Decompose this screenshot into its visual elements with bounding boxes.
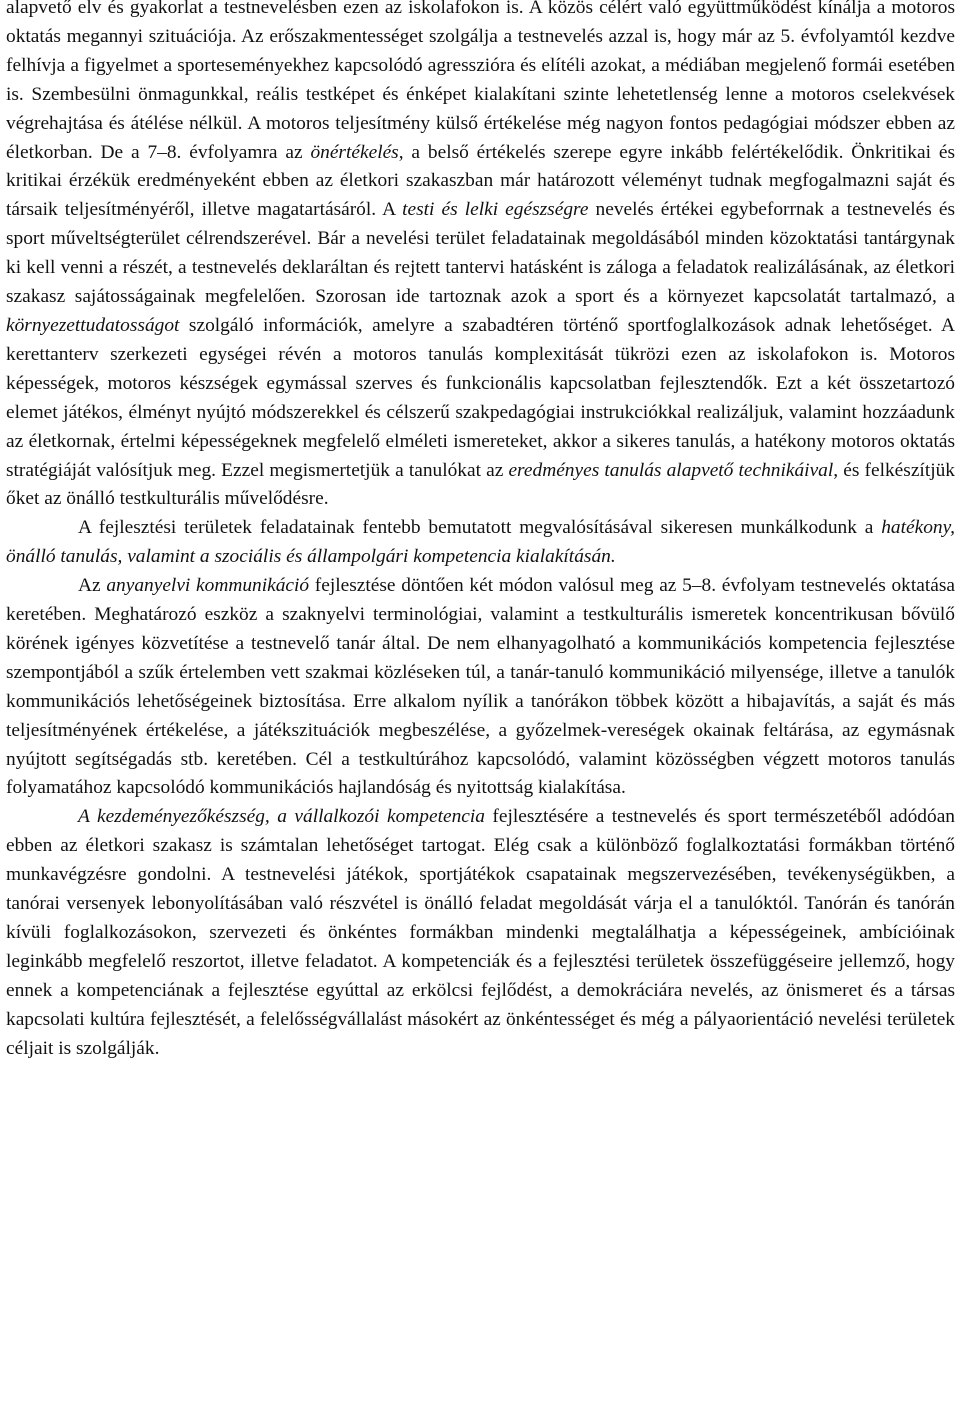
text-run: A fejlesztési területek feladatainak fentebb bemutatott megvalósításával sikeresen munkálkodunk a — [78, 517, 882, 539]
text-run: fejlesztésére a testnevelés és sport természetéből adódóan ebben az életkori szakasz is számtalan lehetőséget tartogat. Elég csak a különböző foglalkoztatási formákban történő munkavégzésre gondolni. A testnevelési játékok, sportjátékok csapatainak megszervezésében, tevékenységükben, a tanórai versenyek lebonyolításában való részvétel is önálló feladat megoldását várja el a tanulóktól. Tanórán és tanórán kívüli foglalkozásokon, szervezeti és önkéntes formákban mindenki megtalálhatja a képességeinek, ambícióinak leginkább megfelelő reszortot, illetve feladatot. A kompetenciák és a fejlesztési területek összefüggéseire jellemző, hogy ennek a kompetenciának a fejlesztése egyúttal az erkölcsi fejlődést, a demokráciára nevelés, az önismeret és a társas kapcsolati kultúra fejlesztését, a felelősségvállalást másokért az önkéntességet és még a pályaorientáció nevelési területek céljait is szolgálják. — [6, 806, 955, 1059]
italic-run: környezettudatosságot — [6, 314, 180, 336]
text-run: Az — [78, 575, 107, 597]
text-run: fejlesztése döntően két módon valósul meg az 5–8. évfolyam testnevelés oktatása keretében. Meghatározó eszköz a szaknyelvi terminológiai, valamint a testkulturális ismeretek koncentrikusan bővülő körének igényes közvetítése a testnevelő tanár által. De nem elhanyagolható a kommunikációs kompetencia fejlesztése szempontjából a szűk értelemben vett szakmai közléseken túl, a tanár-tanuló kommunikáció milyensége, illetve a tanulók kommunikációs lehetőségeinek biztosítása. Erre alkalom nyílik a tanórákon többek között a hibajavítás, a saját és más teljesítményének értékelése, a játékszituációk megbeszélése, a győzelmek-vereségek okainak feltárása, az egymásnak nyújtott segítségadás stb. keretében. Cél a testkultúrához kapcsolódó, valamint közösségben végzett motoros tanulás folyamatához kapcsolódó kommunikációs hajlandóság és nyitottság kialakítása. — [6, 575, 955, 799]
text-run: alapvető elv és gyakorlat a testnevelésben ezen az iskolafokon is. A közös célért való együttműködést kínálja a motoros oktatás megannyi szituációja. Az erőszakmentességet szolgálja a testnevelés azzal is, hogy már az 5. évfolyamtól kezdve felhívja a figyelmet a sporteseményekhez kapcsolódó agresszióra és elítéli azokat, a médiában megjelenő formái esetében is. Szembesülni önmagunkkal, reális testképet és énképet kialakítani szinte lehetetlenség lenne a motoros cselekvések végrehajtása és átélése nélkül. A motoros teljesítmény külső értékelése még nagyon fontos pedagógiai módszer ebben az életkorban. De a 7–8. évfolyamra az — [6, 0, 955, 163]
text-run: , és felkészítjük őket az önálló testkulturális művelődésre. — [6, 459, 955, 510]
paragraph-4 — [6, 803, 955, 1063]
paragraph-2 — [6, 514, 955, 572]
text-run: , a belső értékelés szerepe egyre inkább felértékelődik. Önkritikai és kritikai érzékük eredményeként ebben az életkori szakaszban már határozott véleményt tudnak megfogalmazni saját és társaik teljesítményéről, illetve magatartásáról. A — [6, 141, 956, 221]
paragraph-1 — [6, 0, 955, 514]
italic-run: önértékelés — [310, 141, 399, 163]
italic-run: eredményes tanulás alapvető technikáival — [508, 459, 834, 481]
italic-run: testi és lelki egészségre — [402, 199, 589, 221]
italic-run: hatékony, önálló tanulás, valamint a szociális és állampolgári kompetencia kialakításán. — [6, 517, 955, 568]
text-run: nevelés értékei egybeforrnak a testnevelés és sport műveltségterület célrendszerével. Bár a nevelési terület feladatainak megoldásából minden közoktatási tantárgynak ki kell venni a részét, a testnevelés deklaráltan és rejtett tantervi hatásként is záloga a feladatok realizálásának, az életkori szakasz sajátosságainak megfelelően. Szorosan ide tartoznak azok a sport és a környezet kapcsolatát tartalmazó, a — [6, 199, 955, 308]
italic-run: anyanyelvi kommunikáció — [106, 575, 310, 597]
italic-run: A kezdeményezőkészség, a vállalkozói kompetencia — [78, 806, 485, 828]
text-run: szolgáló információk, amelyre a szabadtéren történő sportfoglalkozások adnak lehetőséget. A kerettanterv szerkezeti egységei révén a motoros tanulás komplexitását tükrözi ezen az iskolafokon is. Motoros képességek, motoros készségek egymással szerves és funkcionális kapcsolatban fejlesztendők. Ezt a két összetartozó elemet játékos, élményt nyújtó módszerekkel és célszerű szakpedagógiai instrukciókkal realizáljuk, valamint hozzáadunk az életkornak, értelmi képességeknek megfelelő elméleti ismereteket, akkor a sikeres tanulás, a hatékony motoros oktatás stratégiáját valósítjuk meg. Ezzel megismertetjük a tanulókat az — [6, 314, 955, 481]
paragraph-3 — [6, 572, 955, 803]
